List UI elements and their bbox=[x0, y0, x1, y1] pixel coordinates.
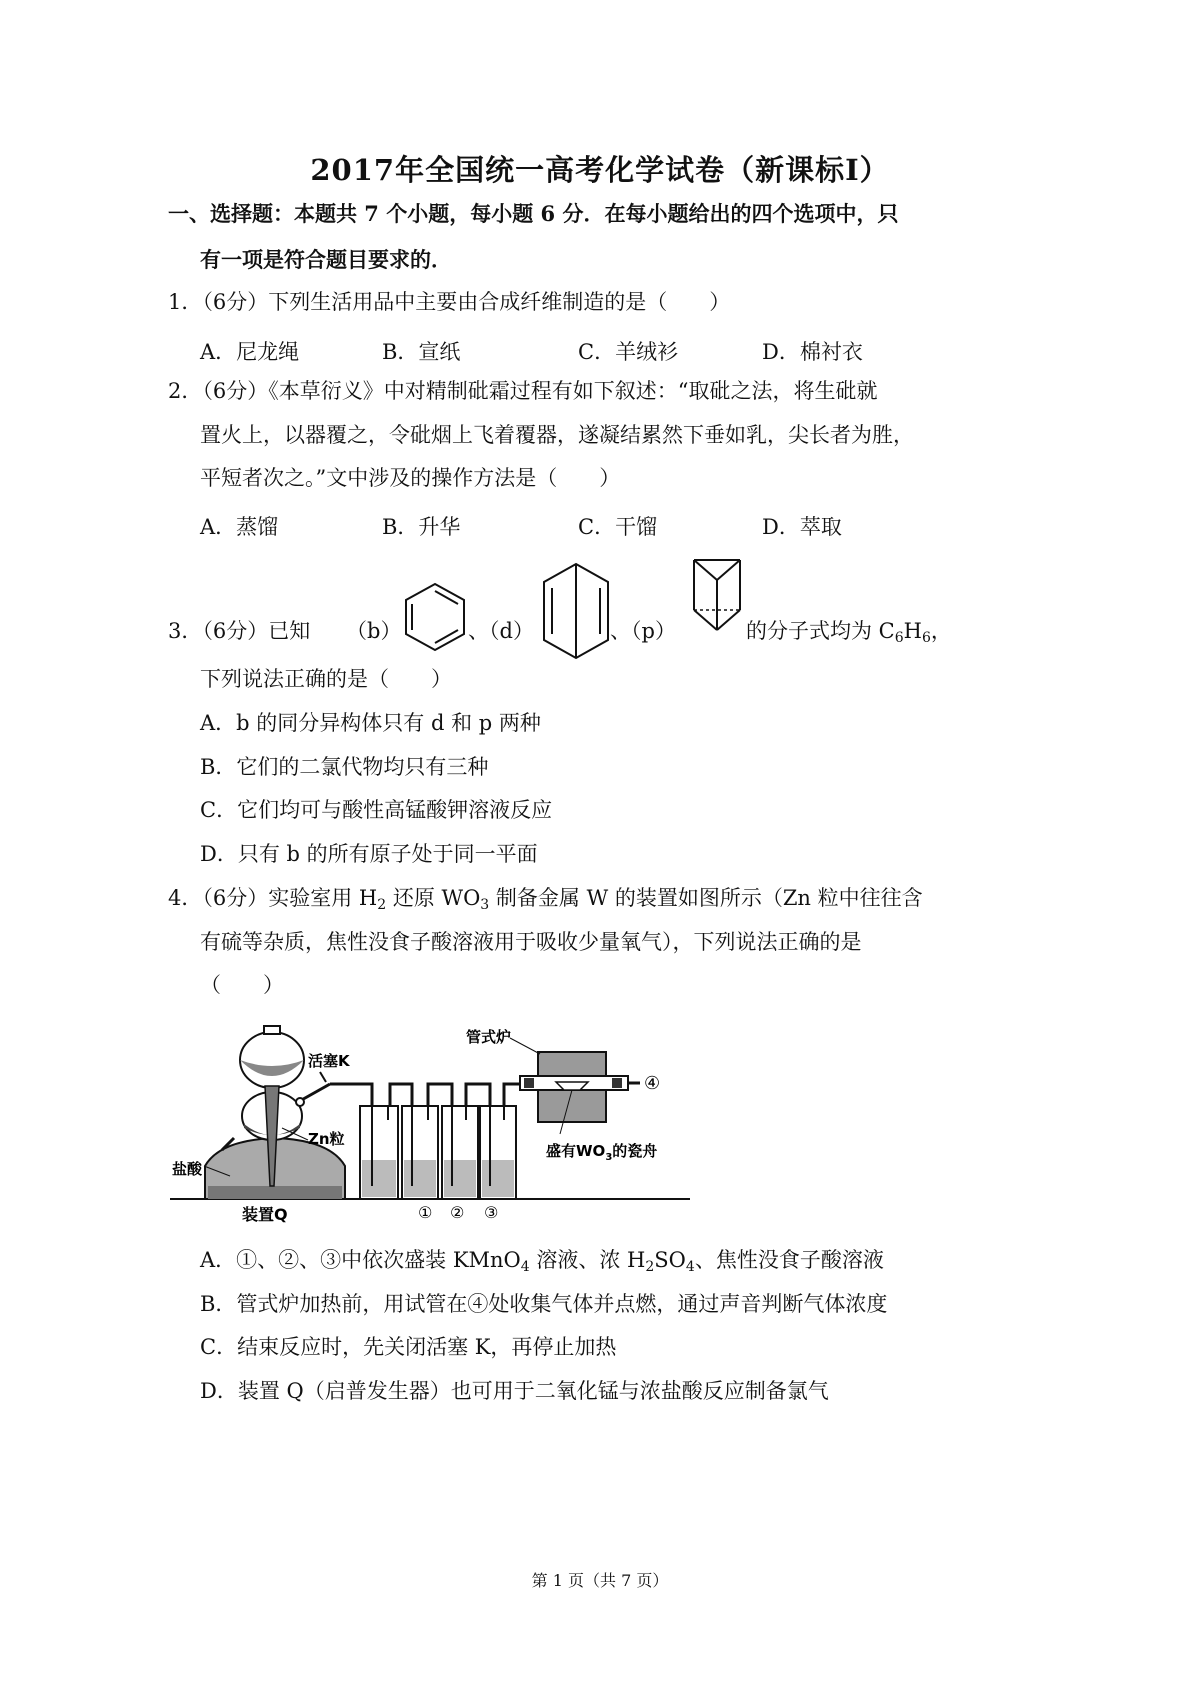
q4-text-c: 制备金属 W 的装置如图所示（Zn 粒中往往含 bbox=[489, 886, 923, 910]
label-circle-1: ① bbox=[418, 1203, 433, 1222]
formula-subscript-h: 6 bbox=[922, 630, 931, 646]
prismane-structure bbox=[690, 556, 744, 636]
question-2-option-a: A．蒸馏 bbox=[200, 515, 279, 539]
question-4-line2: 有硫等杂质，焦性没食子酸溶液用于吸收少量氧气），下列说法正确的是 bbox=[200, 930, 862, 954]
label-circle-4: ④ bbox=[644, 1073, 661, 1094]
question-4-option-d: D．装置 Q（启普发生器）也可用于二氧化锰与浓盐酸反应制备氯气 bbox=[200, 1379, 829, 1403]
formula-h: H bbox=[903, 619, 922, 643]
label-zn-granules: Zn粒 bbox=[308, 1130, 345, 1148]
label-circle-2: ② bbox=[450, 1203, 465, 1222]
question-3-option-b: B．它们的二氯代物均只有三种 bbox=[200, 755, 489, 779]
section-heading-line2: 有一项是符合题目要求的． bbox=[200, 247, 452, 272]
question-3-option-c: C．它们均可与酸性高锰酸钾溶液反应 bbox=[200, 798, 553, 822]
q4-sub-1: 2 bbox=[377, 897, 387, 913]
page-footer: 第 1 页（共 7 页） bbox=[531, 1571, 669, 1590]
label-tube-furnace: 管式炉 bbox=[466, 1028, 512, 1046]
benzene-structure bbox=[400, 580, 470, 654]
q4-opt-a-text2: 溶液、浓 H bbox=[529, 1248, 646, 1272]
question-4-option-c: C．结束反应时，先关闭活塞 K，再停止加热 bbox=[200, 1335, 617, 1359]
question-3-formula bbox=[746, 619, 952, 646]
question-2-line1: 2．（6分）《本草衍义》中对精制砒霜过程有如下叙述：“取砒之法，将生砒就 bbox=[168, 379, 878, 403]
label-apparatus-q: 装置Q bbox=[242, 1205, 288, 1224]
question-4-option-b: B．管式炉加热前，用试管在④处收集气体并点燃，通过声音判断气体浓度 bbox=[200, 1292, 888, 1316]
label-stopcock-k: 活塞K bbox=[308, 1052, 350, 1070]
wash-bottle-4 bbox=[480, 1106, 516, 1199]
question-1-option-b: B．宣纸 bbox=[382, 340, 461, 364]
section-heading-line1: 一、选择题：本题共 7 个小题，每小题 6 分．在每小题给出的四个选项中，只 bbox=[168, 201, 899, 226]
question-1-option-d: D．棉衬衣 bbox=[762, 340, 863, 364]
q4-opt-a-text1: A．①、②、③中依次盛装 KMnO bbox=[200, 1248, 521, 1272]
wash-bottle-1 bbox=[360, 1106, 398, 1199]
formula-comma: ， bbox=[930, 619, 952, 643]
question-2-option-d: D．萃取 bbox=[762, 515, 842, 539]
question-3-label-d: 、（d） bbox=[468, 619, 534, 643]
question-4-line3: （ ） bbox=[200, 973, 284, 997]
q4-sub-2: 3 bbox=[480, 897, 490, 913]
page-title: 2017年全国统一高考化学试卷（新课标Ⅰ） bbox=[310, 153, 890, 187]
question-2-option-c: C．干馏 bbox=[578, 515, 658, 539]
wash-bottle-2 bbox=[402, 1106, 438, 1199]
question-2-option-b: B．升华 bbox=[382, 515, 461, 539]
wash-bottle-3 bbox=[442, 1106, 478, 1199]
apparatus-figure bbox=[160, 1016, 700, 1232]
question-1-option-c: C．羊绒衫 bbox=[578, 340, 679, 364]
question-3-option-a: A．b 的同分异构体只有 d 和 p 两种 bbox=[200, 711, 541, 735]
question-3-prefix: 3．（6分）已知 bbox=[168, 619, 311, 643]
q4-opt-a-sub2: 2 bbox=[645, 1259, 655, 1275]
q4-text-b: 还原 WO bbox=[386, 886, 481, 910]
q4-opt-a-sub3: 4 bbox=[685, 1259, 695, 1275]
formula-subscript-c: 6 bbox=[894, 630, 904, 646]
question-2-line3: 平短者次之。”文中涉及的操作方法是（ ） bbox=[200, 466, 621, 490]
question-4-option-a bbox=[200, 1248, 884, 1275]
question-3-label-b: （b） bbox=[346, 619, 402, 643]
question-1-stem: 1．（6分）下列生活用品中主要由合成纤维制造的是（ ） bbox=[168, 290, 731, 314]
label-boat: 盛有$WO_3$的瓷舟 bbox=[546, 1142, 658, 1163]
q4-opt-a-text4: 、焦性没食子酸溶液 bbox=[694, 1248, 884, 1272]
label-hydrochloric-acid: 盐酸 bbox=[172, 1160, 203, 1178]
q4-opt-a-sub1: 4 bbox=[520, 1259, 530, 1275]
question-4-line1 bbox=[168, 886, 923, 913]
question-3-label-p: 、（p） bbox=[610, 619, 676, 643]
question-3-line2: 下列说法正确的是（ ） bbox=[200, 667, 452, 691]
question-3-option-d: D．只有 b 的所有原子处于同一平面 bbox=[200, 842, 538, 866]
dewar-benzene-structure bbox=[540, 560, 612, 662]
formula-text: 的分子式均为 C bbox=[746, 619, 895, 643]
question-1-option-a: A．尼龙绳 bbox=[200, 340, 300, 364]
tube-furnace bbox=[520, 1052, 640, 1122]
q4-opt-a-text3: SO bbox=[654, 1248, 686, 1272]
question-2-line2: 置火上，以器覆之，令砒烟上飞着覆器，遂凝结累然下垂如乳，尖长者为胜， bbox=[200, 423, 914, 447]
q4-text-a: 4．（6分）实验室用 H bbox=[168, 886, 378, 910]
label-circle-3: ③ bbox=[484, 1203, 499, 1222]
